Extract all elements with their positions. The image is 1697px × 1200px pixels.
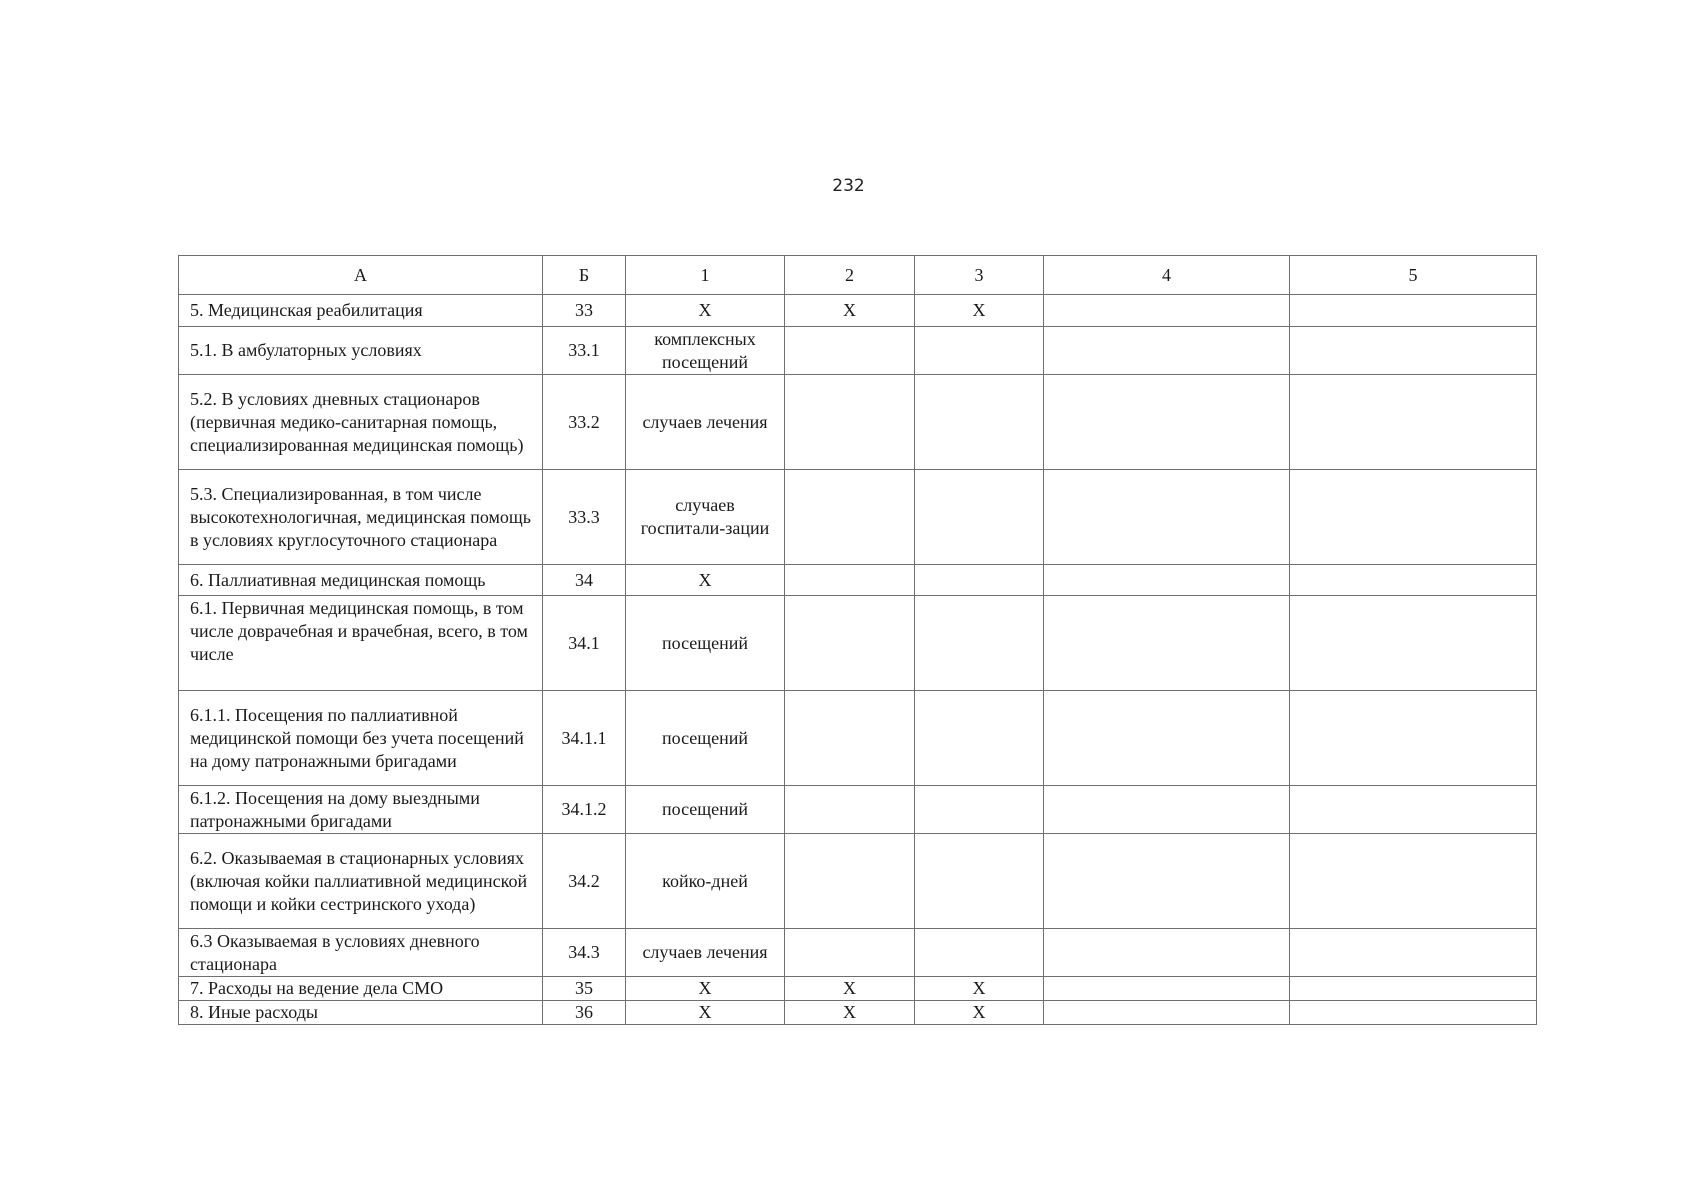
row-code: 33.1 [543,327,626,375]
row-label: 6.3 Оказываемая в условиях дневного стационара [179,929,543,977]
table-row [179,375,1537,470]
cell-unit: комплексных посещений [626,327,785,375]
cell-col4 [1044,596,1290,691]
cell-col4 [1044,929,1290,977]
table-row [179,470,1537,565]
row-code: 35 [543,977,626,1001]
cell-col5 [1290,470,1537,565]
row-label: 5.1. В амбулаторных условиях [179,327,543,375]
row-code: 34.1 [543,596,626,691]
cell-col4 [1044,786,1290,834]
column-header: А [179,256,543,295]
cell-unit: случаев лечения [626,375,785,470]
row-label: 5.2. В условиях дневных стационаров (первичная медико-санитарная помощь, специализированная медицинская помощь) [179,375,543,470]
cell-col5 [1290,834,1537,929]
cell-col5 [1290,929,1537,977]
table-row [179,1001,1537,1025]
cell-col4 [1044,1001,1290,1025]
table-row [179,834,1537,929]
cell-col4 [1044,327,1290,375]
cell-col3 [915,929,1044,977]
cell-col5 [1290,596,1537,691]
cell-col2 [785,929,915,977]
cell-col3 [915,565,1044,596]
row-label: 6.1. Первичная медицинская помощь, в том числе доврачебная и врачебная, всего, в том числе [179,596,543,691]
page-number: 232 [832,176,865,196]
table-header-row [179,256,1537,295]
row-label: 7. Расходы на ведение дела СМО [179,977,543,1001]
cell-col2: Х [785,295,915,327]
cell-unit: койко-дней [626,834,785,929]
row-code: 36 [543,1001,626,1025]
cell-unit: Х [626,565,785,596]
table-row [179,929,1537,977]
row-code: 34.1.1 [543,691,626,786]
cell-col3 [915,470,1044,565]
row-code: 34 [543,565,626,596]
cell-col4 [1044,470,1290,565]
table-row [179,596,1537,691]
cell-unit: случаев лечения [626,929,785,977]
cell-col2 [785,327,915,375]
column-header: 5 [1290,256,1537,295]
cell-col5 [1290,1001,1537,1025]
row-code: 34.2 [543,834,626,929]
cell-col5 [1290,327,1537,375]
cell-col4 [1044,375,1290,470]
row-label: 6.1.2. Посещения на дому выездными патронажными бригадами [179,786,543,834]
column-header: 1 [626,256,785,295]
column-header: 3 [915,256,1044,295]
cell-unit: Х [626,1001,785,1025]
cell-unit: случаев госпитали-зации [626,470,785,565]
cell-col2 [785,375,915,470]
cell-col4 [1044,295,1290,327]
cell-col4 [1044,834,1290,929]
row-code: 33 [543,295,626,327]
cell-col4 [1044,691,1290,786]
cell-col5 [1290,375,1537,470]
cell-col3: Х [915,977,1044,1001]
column-header: 4 [1044,256,1290,295]
cell-col2: Х [785,1001,915,1025]
cell-unit: Х [626,977,785,1001]
cell-col4 [1044,565,1290,596]
cell-col2 [785,786,915,834]
row-label: 6.2. Оказываемая в стационарных условиях (включая койки паллиативной медицинской помощи и койки сестринского ухода) [179,834,543,929]
cell-col3 [915,691,1044,786]
cell-col3: Х [915,1001,1044,1025]
table-row [179,691,1537,786]
cell-unit: посещений [626,596,785,691]
row-label: 5. Медицинская реабилитация [179,295,543,327]
cell-col5 [1290,295,1537,327]
cell-unit: посещений [626,691,785,786]
cell-col5 [1290,691,1537,786]
cell-col3 [915,834,1044,929]
cell-col2 [785,596,915,691]
row-label: 5.3. Специализированная, в том числе высокотехнологичная, медицинская помощь в условиях круглосуточного стационара [179,470,543,565]
cell-col3 [915,786,1044,834]
cell-col3 [915,375,1044,470]
cell-col5 [1290,565,1537,596]
cell-col2 [785,834,915,929]
cell-col3: Х [915,295,1044,327]
column-header: Б [543,256,626,295]
row-label: 6. Паллиативная медицинская помощь [179,565,543,596]
table-row [179,565,1537,596]
row-label: 6.1.1. Посещения по паллиативной медицинской помощи без учета посещений на дому патронажными бригадами [179,691,543,786]
table-row [179,295,1537,327]
cell-col2 [785,565,915,596]
cell-unit: Х [626,295,785,327]
cell-col2 [785,470,915,565]
table-row [179,786,1537,834]
row-code: 33.2 [543,375,626,470]
cell-col3 [915,596,1044,691]
column-header: 2 [785,256,915,295]
row-code: 34.1.2 [543,786,626,834]
cell-col3 [915,327,1044,375]
cell-unit: посещений [626,786,785,834]
cell-col5 [1290,786,1537,834]
cell-col2: Х [785,977,915,1001]
row-code: 33.3 [543,470,626,565]
report-table [178,255,1537,1025]
cell-col2 [785,691,915,786]
row-code: 34.3 [543,929,626,977]
cell-col5 [1290,977,1537,1001]
table-row [179,977,1537,1001]
cell-col4 [1044,977,1290,1001]
table-row [179,327,1537,375]
row-label: 8. Иные расходы [179,1001,543,1025]
